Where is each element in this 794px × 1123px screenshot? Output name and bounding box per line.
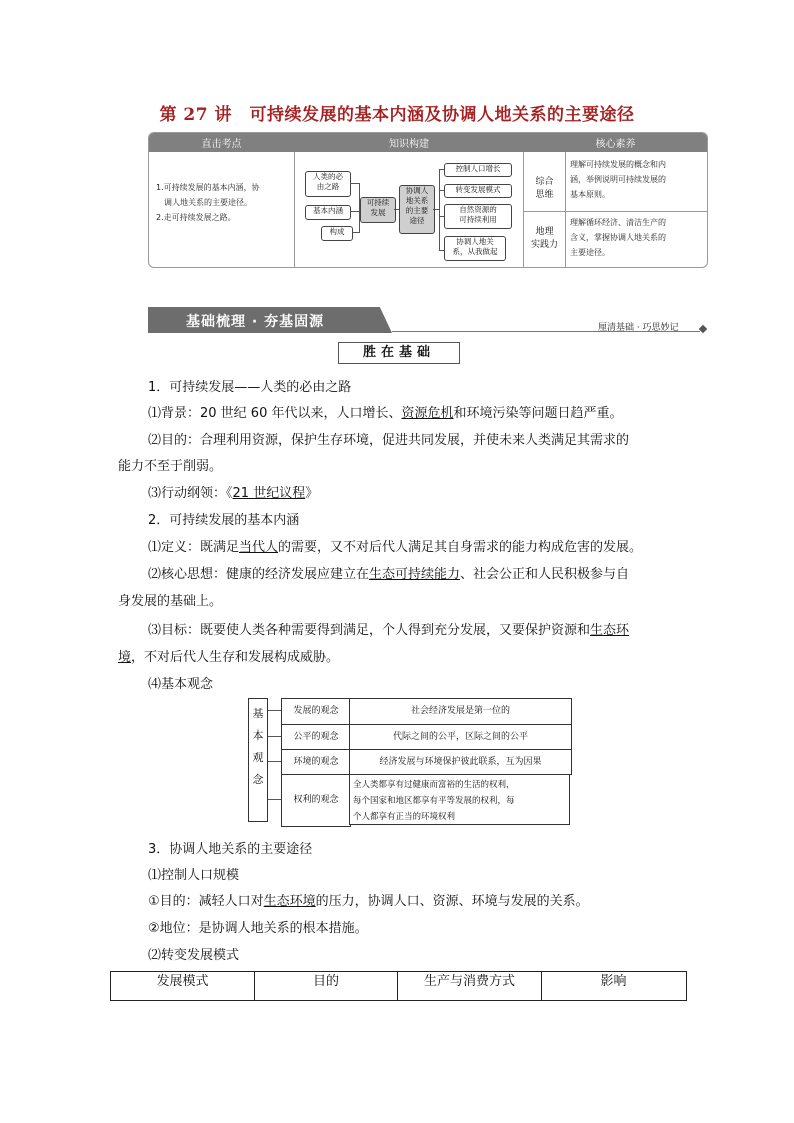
exam-points xyxy=(156,180,291,225)
summary-panel xyxy=(148,132,708,268)
root-char: 念 xyxy=(252,773,264,786)
concept-name: 公平的观念 xyxy=(281,724,351,750)
connector xyxy=(350,183,359,184)
exam-point-line: 1.可持续发展的基本内涵，协 xyxy=(156,183,260,192)
panel-header xyxy=(149,133,707,152)
sub-banner: 胜在基础 xyxy=(338,342,460,364)
connector xyxy=(439,169,440,251)
node-line: 可持续 xyxy=(366,198,390,207)
underlined-term: 生态可持续能力 xyxy=(369,567,461,582)
text: ⑴定义：既满足 xyxy=(148,540,240,555)
header-literacy: 核心素养 xyxy=(595,139,636,150)
node-line: 可持续利用 xyxy=(459,215,497,224)
divider xyxy=(524,211,707,212)
node-line: 自然资源的 xyxy=(459,205,497,214)
section-heading: 3．协调人地关系的主要途径 xyxy=(148,842,313,857)
literacy-text xyxy=(570,215,704,260)
paragraph xyxy=(148,536,642,555)
text-line: 含义，掌握协调人地关系的 xyxy=(570,233,666,242)
text: 的压力，协调人口、资源、环境与发展的关系。 xyxy=(315,894,589,909)
paragraph: ⑴控制人口规模 xyxy=(148,868,240,883)
label-line: 实践力 xyxy=(530,240,558,250)
exam-point-line: 2.走可持续发展之路。 xyxy=(156,213,236,222)
mode-table xyxy=(110,971,687,1001)
diagram-node-composition: 构成 xyxy=(321,226,353,241)
concept-root xyxy=(248,698,268,822)
underlined-term: 生态环境 xyxy=(263,894,316,909)
node-line: 途径 xyxy=(409,216,425,225)
concept-name: 发展的观念 xyxy=(281,698,351,725)
paragraph xyxy=(148,482,318,501)
label-line: 地理 xyxy=(535,227,554,237)
paragraph: 能力不至于削弱。 xyxy=(118,459,223,474)
diagram-node-connotation: 基本内涵 xyxy=(305,205,351,220)
paragraph xyxy=(118,646,339,665)
diagram-node-sustainable xyxy=(360,197,396,223)
exam-point-line: 调人地关系的主要途径。 xyxy=(164,198,252,207)
diagram-node-necessity xyxy=(305,171,351,197)
header-exam-points: 直击考点 xyxy=(201,139,242,150)
text-line: 理解循环经济、清洁生产的 xyxy=(570,218,666,227)
diagram-node-transform: 转变发展模式 xyxy=(444,184,512,198)
section-title: 基础梳理 · 夯基固源 xyxy=(186,314,325,330)
concept-desc: 代际之间的公平，区际之间的公平 xyxy=(349,724,572,750)
node-line: 协调人地关 xyxy=(456,237,494,246)
text: ⑴背景：20 世纪 60 年代以来，人口增长、 xyxy=(148,406,402,421)
node-line: 协调人 xyxy=(405,186,429,195)
text: 、社会公正和人民积极参与自 xyxy=(460,567,630,582)
text: ⑶目标：既要使人类各种需要得到满足，个人得到充分发展，又要保护资源和 xyxy=(148,623,591,638)
concept-desc: 经济发展与环境保护彼此联系，互为因果 xyxy=(349,749,572,775)
desc-line: 每个国家和地区都享有平等发展的权利，每 xyxy=(353,796,515,806)
table-header-cell: 生产与消费方式 xyxy=(423,974,515,989)
connector xyxy=(352,232,359,233)
underlined-term: 资源危机 xyxy=(401,406,454,421)
root-char: 基 xyxy=(252,707,264,720)
text-line: 基本原则。 xyxy=(570,190,610,199)
root-char: 观 xyxy=(252,751,264,764)
concept-desc xyxy=(349,774,570,825)
header-knowledge: 知识构建 xyxy=(389,139,429,150)
diagram-node-harmony xyxy=(444,236,506,261)
connector xyxy=(268,710,281,711)
diamond-icon xyxy=(699,325,707,333)
concept-desc: 社会经济发展是第一位的 xyxy=(349,698,572,725)
text-line: 涵，举例说明可持续发展的 xyxy=(570,175,666,184)
text-line: 主要途径。 xyxy=(570,248,610,257)
literacy-label xyxy=(524,226,565,252)
label-line: 综合 xyxy=(535,177,554,187)
desc-line: 全人类都享有过健康而富裕的生活的权利， xyxy=(353,780,515,790)
text: ⑵核心思想：健康的经济发展应建立在 xyxy=(148,567,370,582)
node-line: 系，从我做起 xyxy=(452,247,498,256)
table-header-cell: 影响 xyxy=(600,974,627,989)
literacy-label xyxy=(524,176,565,202)
paragraph: ⑵转变发展模式 xyxy=(148,948,240,963)
paragraph: ⑷基本观念 xyxy=(148,677,214,692)
connector xyxy=(350,211,359,212)
paragraph: ②地位：是协调人地关系的根本措施。 xyxy=(148,921,368,936)
concept-name: 权利的观念 xyxy=(281,774,351,827)
node-line: 由之路 xyxy=(316,182,340,191)
node-line: 发展 xyxy=(370,208,386,217)
text: 》 xyxy=(305,486,319,501)
divider xyxy=(565,152,566,267)
paragraph xyxy=(148,619,629,638)
text: ⑶行动纲领：《 xyxy=(148,486,233,501)
page-title: 第 27 讲 可持续发展的基本内涵及协调人地关系的主要途径 xyxy=(159,105,635,125)
section-heading: 2．可持续发展的基本内涵 xyxy=(148,513,300,528)
underlined-term: 当代人 xyxy=(239,540,279,555)
text: 和环境污染等问题日趋严重。 xyxy=(453,406,623,421)
table-header-cell: 目的 xyxy=(312,974,339,989)
section-subtitle: 厘清基础 · 巧思妙记 xyxy=(598,323,679,333)
connector xyxy=(268,799,281,800)
node-line: 人类的必 xyxy=(313,172,343,181)
connector xyxy=(268,761,281,762)
diagram-node-population: 控制人口增长 xyxy=(444,163,512,177)
literacy-text xyxy=(570,157,704,202)
desc-line: 个人都享有正当的环境权利 xyxy=(353,812,456,822)
text: ，不对后代人生存和发展构成威胁。 xyxy=(131,650,340,665)
node-line: 的主要 xyxy=(405,206,429,215)
table-header-cell: 发展模式 xyxy=(156,974,209,989)
diagram-node-resources xyxy=(444,204,512,229)
concept-name: 环境的观念 xyxy=(281,749,351,775)
label-line: 思维 xyxy=(535,190,554,200)
text-line: 理解可持续发展的概念和内 xyxy=(570,160,666,169)
text: 的需要，又不对后代人满足其自身需求的能力构成危害的发展。 xyxy=(278,540,643,555)
connector xyxy=(268,736,281,737)
paragraph xyxy=(148,402,623,421)
paragraph xyxy=(148,563,629,582)
paragraph: ⑵目的：合理利用资源，保护生存环境，促进共同发展，并使未来人类满足其需求的 xyxy=(148,433,630,448)
underlined-term: 21 世纪议程 xyxy=(232,486,306,501)
underlined-term: 生态环 xyxy=(590,623,630,638)
diagram-node-pathways xyxy=(399,185,435,234)
node-line: 地关系 xyxy=(405,196,429,205)
paragraph xyxy=(148,890,589,909)
divider xyxy=(294,152,295,267)
paragraph: 身发展的基础上。 xyxy=(118,594,223,609)
underlined-term: 境 xyxy=(118,650,132,665)
section-heading: 1．可持续发展——人类的必由之路 xyxy=(148,380,352,395)
root-char: 本 xyxy=(252,729,264,742)
text: ①目的：减轻人口对 xyxy=(148,894,264,909)
